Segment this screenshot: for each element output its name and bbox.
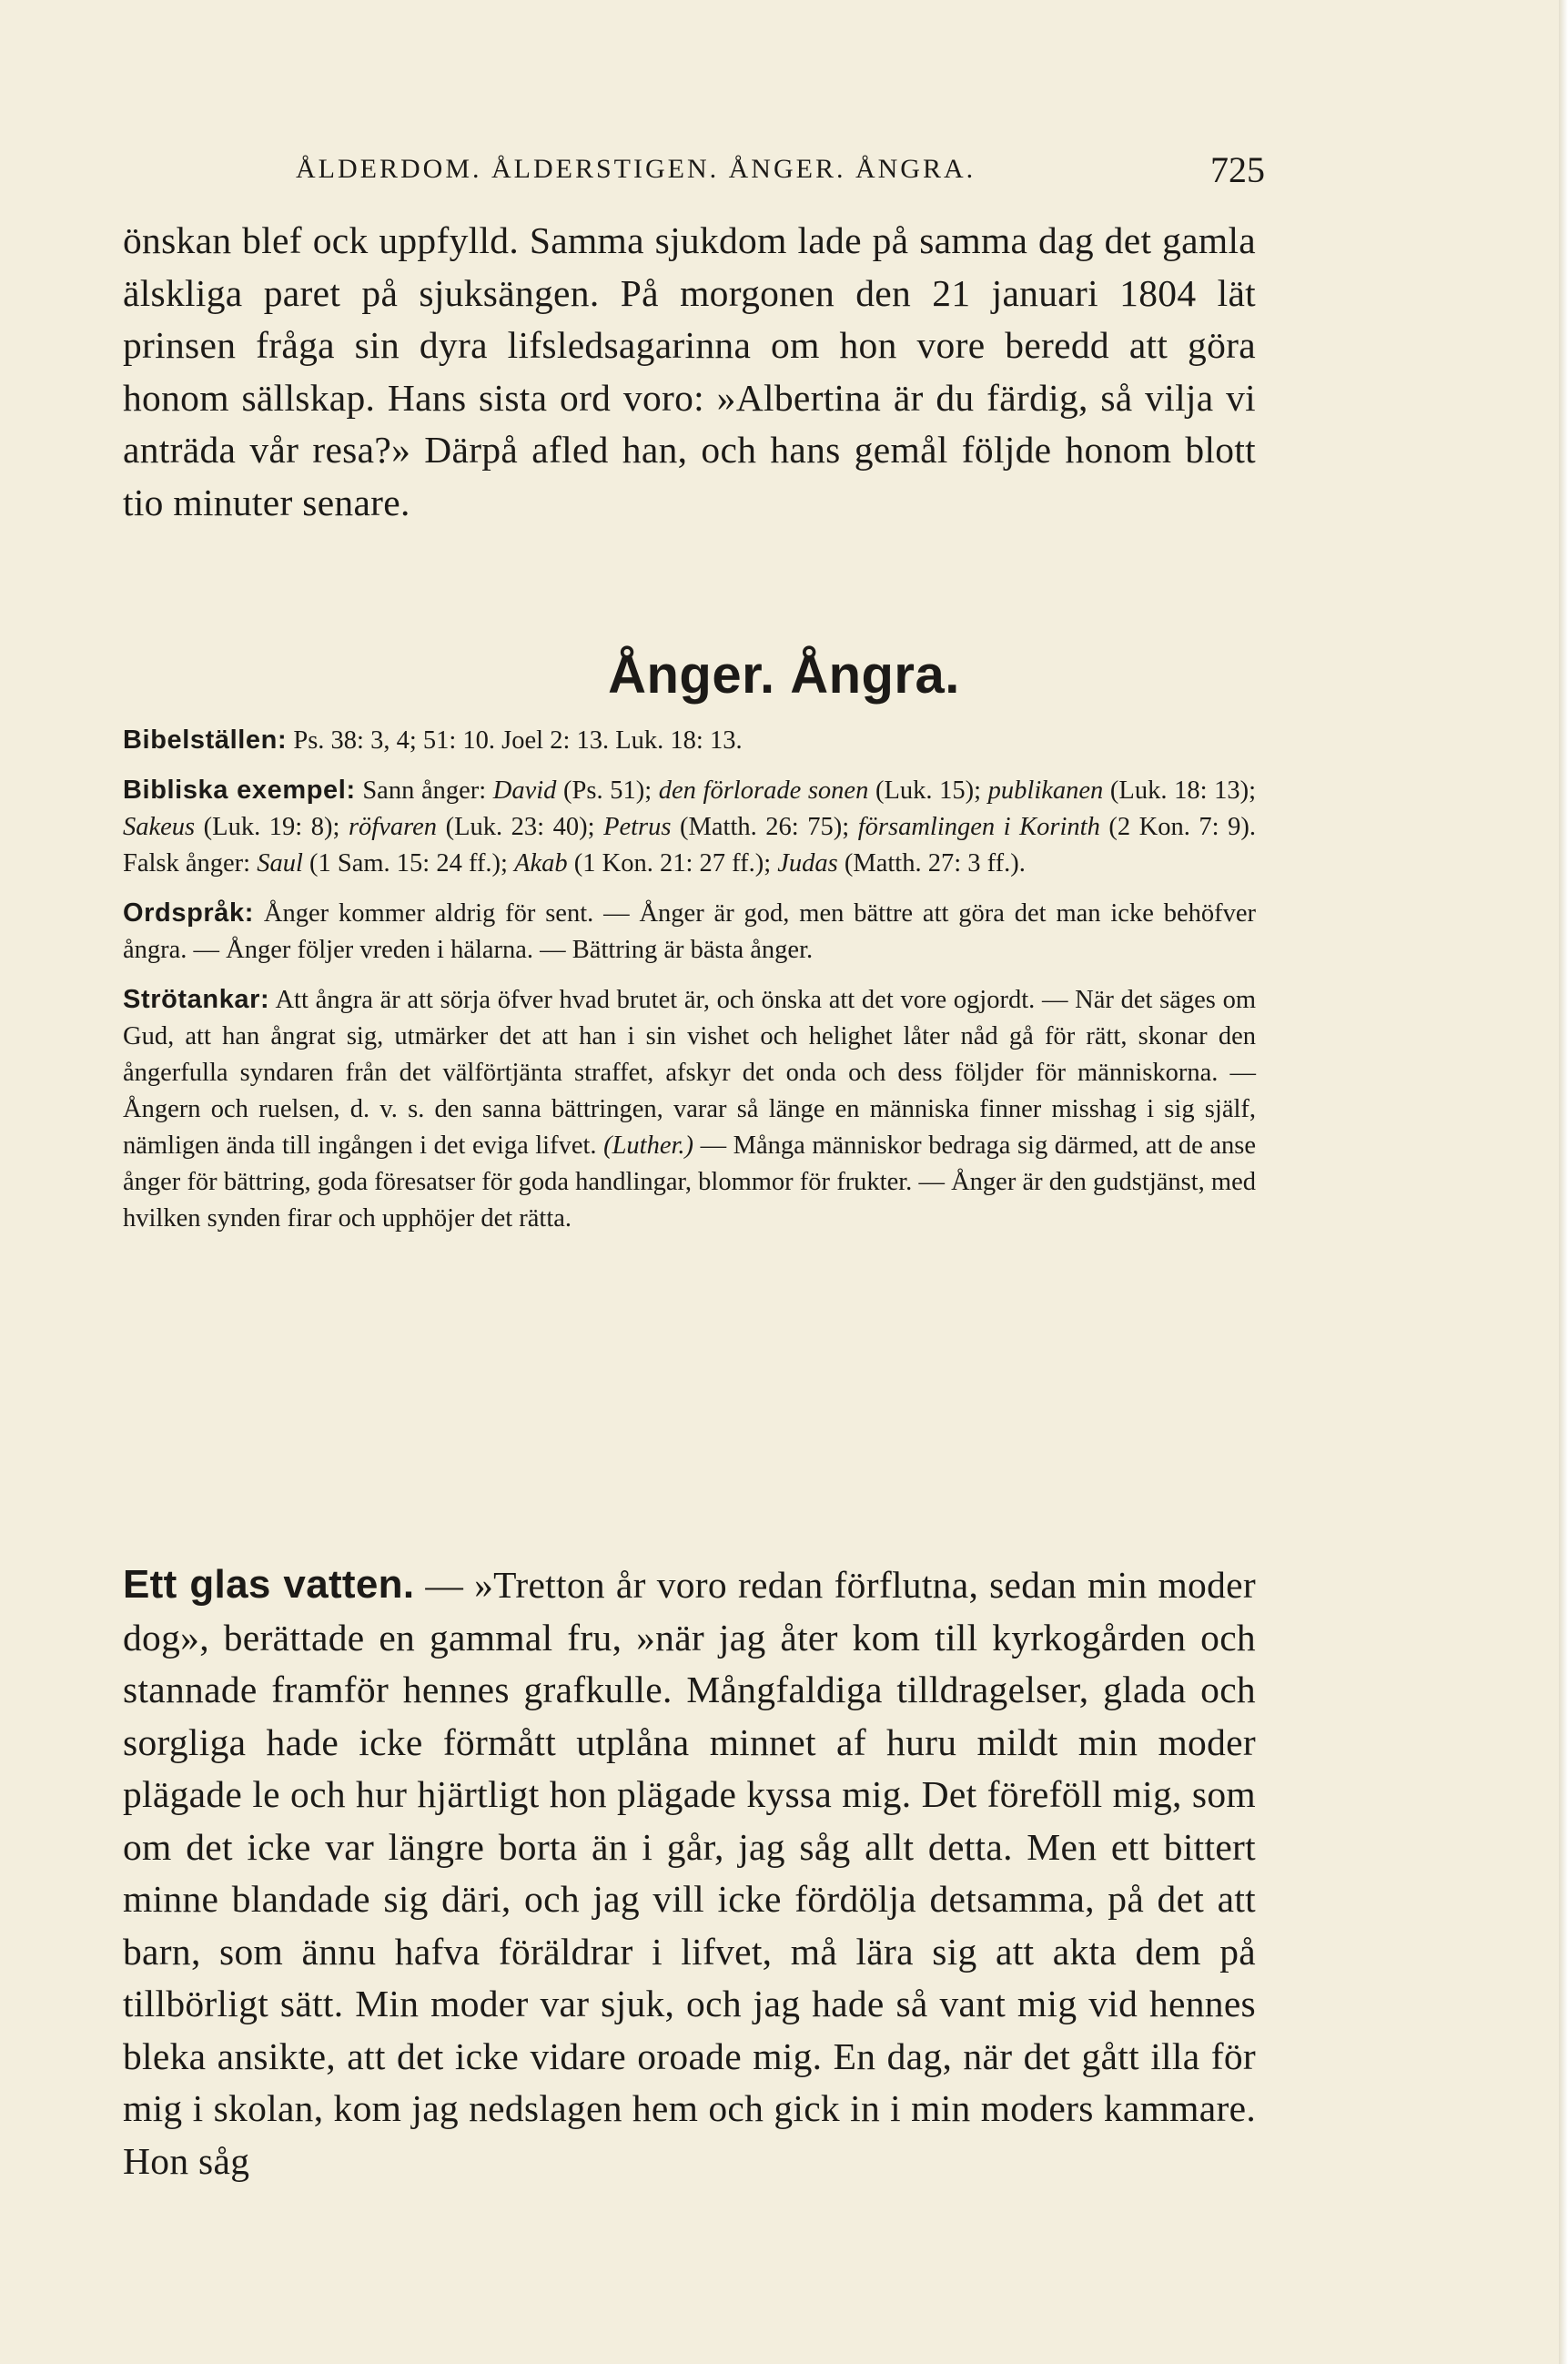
entry-text: Sann ånger: — [355, 776, 493, 805]
entry-text: (Ps. 51); — [556, 776, 659, 805]
entry-text: (Luk. 15); — [868, 776, 988, 805]
entry-bibelstallen — [123, 722, 1256, 759]
entry-italic: Judas — [777, 849, 838, 878]
page-edge — [1559, 0, 1568, 2364]
entry-bibliska-exempel — [123, 772, 1256, 882]
entry-text: (Luk. 19: 8); — [195, 813, 349, 841]
running-head-title: ÅLDERDOM. ÅLDERSTIGEN. ÅNGER. ÅNGRA. — [296, 154, 976, 184]
entry-italic: (Luther.) — [603, 1131, 694, 1160]
section-heading: Ånger. Ångra. — [608, 645, 960, 705]
entry-italic: församlingen i Korinth — [857, 813, 1100, 841]
entry-ordsprak — [123, 895, 1256, 969]
entry-italic: Sakeus — [123, 813, 196, 841]
intro-paragraph: önskan blef ock uppfylld. Samma sjukdom lade på samma dag det gamla älskliga paret på sjuksängen. På morgonen den 21 januari 1804 lät prinsen fråga sin dyra lifsledsagarinna om hon vore beredd att göra honom sällskap. Hans sista ord voro: »Albertina är du färdig, så vilja vi anträda vår resa?» Därpå afled han, och hans gemål följde honom blott tio minuter senare. — [123, 219, 1256, 523]
entry-italic: den förlorade sonen — [658, 776, 869, 805]
entry-strotankar — [123, 981, 1256, 1237]
running-head — [296, 148, 1265, 194]
entry-label: Ordspråk: — [123, 898, 254, 928]
entry-text: (Luk. 18: 13); — [1103, 776, 1257, 805]
entry-text: (1 Sam. 15: 24 ff.); — [302, 849, 515, 878]
entry-text: (1 Kon. 21: 27 ff.); — [567, 849, 778, 878]
entry-italic: Saul — [257, 849, 303, 878]
entry-label: Bibelställen: — [123, 725, 288, 755]
essay-title: Ett glas vatten. — [123, 1562, 415, 1607]
entry-italic: David — [492, 776, 557, 805]
entry-italic: Petrus — [603, 813, 672, 841]
entry-label: Bibliska exempel: — [123, 776, 356, 805]
entry-italic: röfvaren — [348, 813, 438, 841]
entry-italic: publikanen — [987, 776, 1104, 805]
intro-paragraph-block — [123, 215, 1256, 529]
entry-text: (Matth. 27: 3 ff.). — [837, 849, 1026, 878]
entry-text: — Många människor bedraga sig därmed, att de anse ånger för bättring, goda föresatser för goda handlingar, blommor för frukter. — Ånger är den gudstjänst, med hvilken synden firar och upphöjer det rätta. — [123, 1131, 1256, 1233]
essay-paragraph — [123, 1558, 1256, 2187]
entry-text: (Luk. 23: 40); — [437, 813, 604, 841]
essay-block — [123, 1558, 1256, 2187]
entry-text: (Matth. 26: 75); — [671, 813, 858, 841]
entries-block — [123, 722, 1256, 1250]
page-number: 725 — [1210, 149, 1265, 190]
entry-text: Ånger kommer aldrig för sent. — Ånger är god, men bättre att göra det man icke behöfver ångra. — Ånger följer vreden i hälarna. — Bättring är bästa ånger. — [123, 899, 1256, 964]
entry-text: (2 Kon. 7: 9). Falsk ånger: — [123, 813, 1257, 878]
entry-text: Att ångra är att sörja öfver hvad brutet är, och önska att det vore ogjordt. — När det säges om Gud, att han ångrat sig, utmärker det att han i sin vishet och helighet låter nåd gå för rätt, skonar den ångerfulla syndaren från det välförtjänta straffet, afskyr det onda och dess följder för människorna. — Ångern och ruelsen, d. v. s. den sanna bättringen, varar så länge en människa finner misshag i sig själf, nämligen ända till ingången i det eviga lifvet. — [123, 986, 1256, 1160]
entry-label: Strötankar: — [123, 985, 270, 1014]
entry-text: Ps. 38: 3, 4; 51: 10. Joel 2: 13. Luk. 18: 13. — [287, 726, 743, 755]
essay-text: — »Tretton år voro redan förflutna, sedan min moder dog», berättade en gammal fru, »när jag åter kom till kyrkogården och stannade framför hennes grafkulle. Mångfaldiga tilldragelser, glada och sorgliga hade icke förmått utplåna minnet af huru mildt min moder plägade le och hur hjärtligt hon plägade kyssa mig. Det föreföll mig, som om det icke var längre borta än i går, jag såg allt detta. Men ett bittert minne blandade sig däri, och jag vill icke fördölja detsamma, på det att barn, som ännu hafva föräldrar i lifvet, må lära sig att akta dem på tillbörligt sätt. Min moder var sjuk, och jag hade så vant mig vid hennes bleka ansikte, att det icke vidare oroade mig. En dag, när det gått illa för mig i skolan, kom jag nedslagen hem och gick in i min moders kammare. Hon såg — [123, 1564, 1256, 2182]
entry-italic: Akab — [514, 849, 568, 878]
